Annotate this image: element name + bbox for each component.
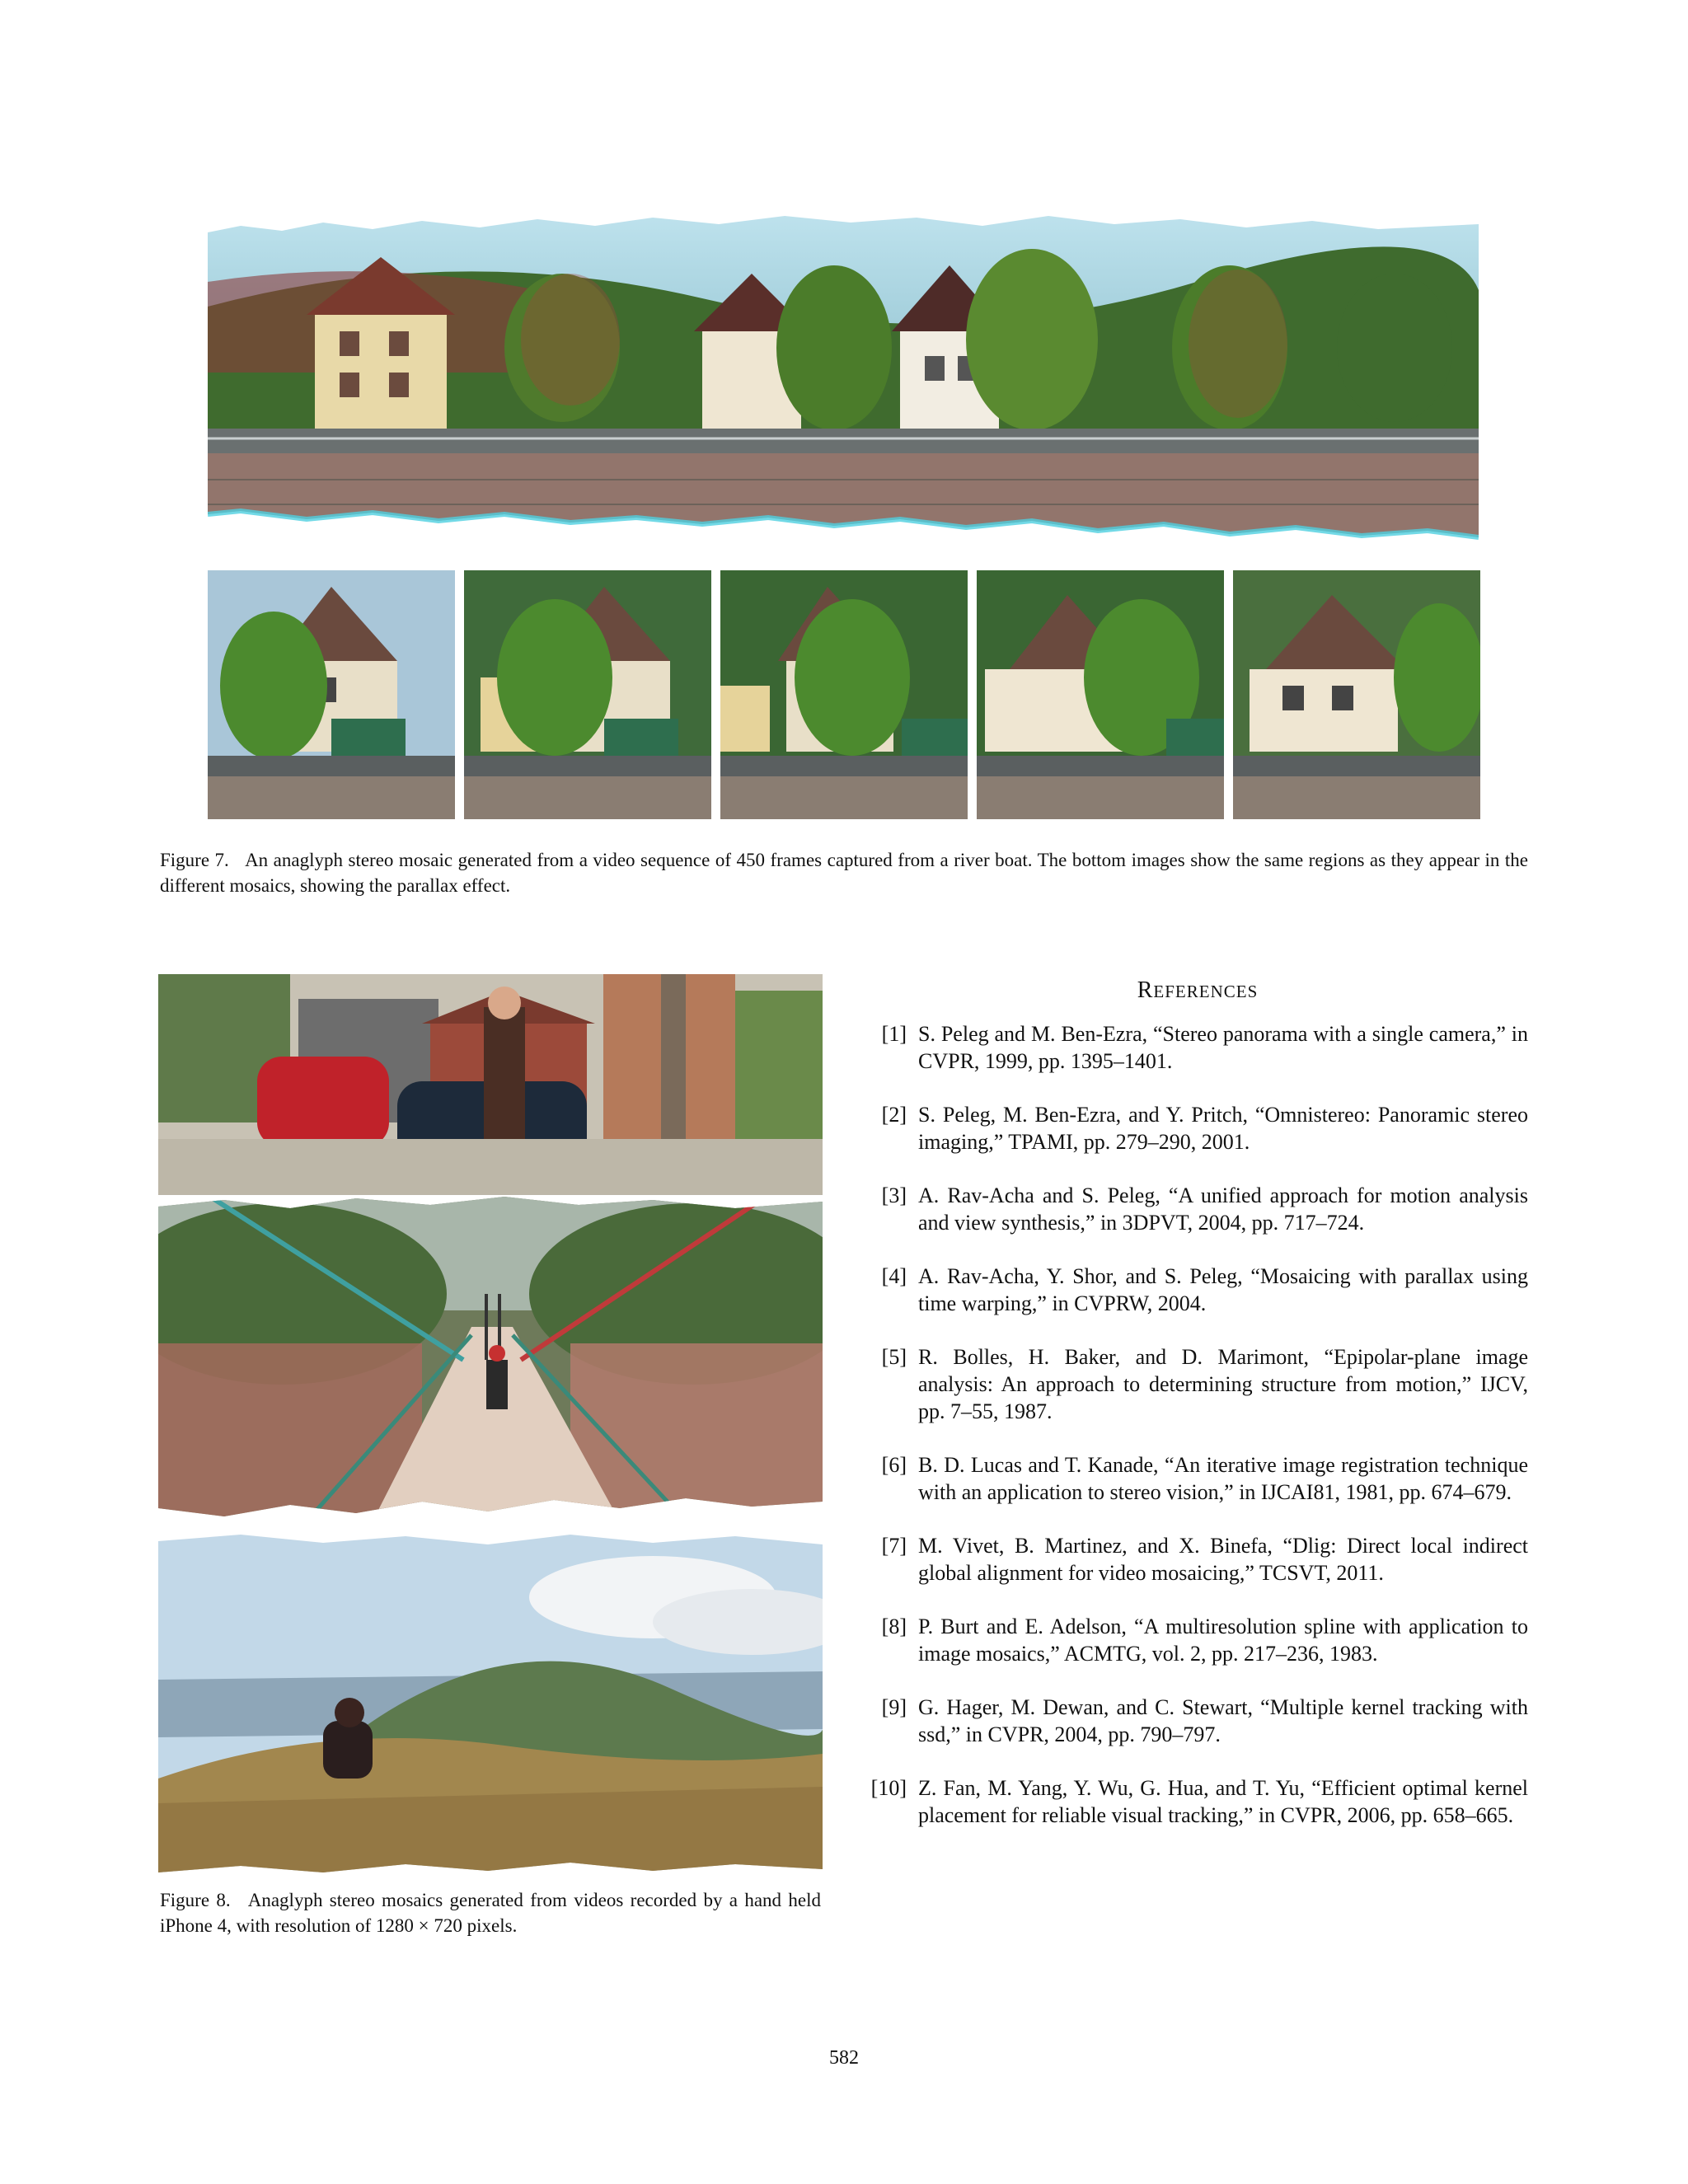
reference-text: S. Peleg, M. Ben-Ezra, and Y. Pritch, “Omnistereo: Panoramic stereo imaging,” TPAMI, pp. 279–290, 2001. [918,1103,1528,1154]
reference-text: A. Rav-Acha, Y. Shor, and S. Peleg, “Mosaicing with parallax using time warping,” in CVPRW, 2004. [918,1264,1528,1315]
figure7-thumbnail-4 [977,570,1224,819]
references-heading-initial: R [1137,977,1154,1003]
reference-item [867,1694,1528,1748]
reference-text: Z. Fan, M. Yang, Y. Wu, G. Hua, and T. Yu, “Efficient optimal kernel placement for reliable visual tracking,” in CVPR, 2006, pp. 658–665. [918,1776,1528,1827]
figure7-anaglyph-mosaic [208,208,1479,554]
reference-number: [6] [881,1453,907,1477]
figure7-caption-text: An anaglyph stereo mosaic generated from a video sequence of 450 frames captured from a river boat. The bottom images show the same regions as they appear in the different mosaics, showing the parallax effect. [160,850,1528,896]
reference-item [867,1451,1528,1506]
reference-number: [7] [881,1534,907,1558]
reference-item [867,1101,1528,1155]
figure7-caption [160,847,1528,898]
reference-number: [4] [881,1264,907,1288]
reference-number: [1] [881,1022,907,1046]
reference-item [867,1774,1528,1829]
reference-number: [10] [870,1776,907,1800]
references-heading-rest: EFERENCES [1153,982,1259,1001]
page-number: 582 [829,2047,859,2069]
figure8-mosaic-bridge [158,1195,823,1521]
reference-number: [3] [881,1183,907,1207]
references-list [867,1020,1528,1855]
reference-number: [9] [881,1695,907,1719]
figure8-caption [160,1887,821,1938]
reference-text: R. Bolles, H. Baker, and D. Marimont, “Epipolar-plane image analysis: An approach to determining structure from motion,” IJCV, pp. 7–55, 1987. [918,1345,1528,1423]
figure8-caption-text: Anaglyph stereo mosaics generated from videos recorded by a hand held iPhone 4, with resolution of 1280 × 720 pixels. [160,1890,821,1936]
reference-number: [2] [881,1103,907,1127]
reference-item [867,1532,1528,1586]
figure7-thumbnail-3 [720,570,968,819]
figure7-thumbnail-5 [1233,570,1480,819]
reference-text: G. Hager, M. Dewan, and C. Stewart, “Multiple kernel tracking with ssd,” in CVPR, 2004, pp. 790–797. [918,1695,1528,1746]
reference-number: [8] [881,1615,907,1638]
reference-item [867,1343,1528,1425]
reference-text: M. Vivet, B. Martinez, and X. Binefa, “Dlig: Direct local indirect global alignment for video mosaicing,” TCSVT, 2011. [918,1534,1528,1585]
figure7-label: Figure 7. [160,850,229,870]
figure8-mosaic-mountain [158,1531,823,1877]
reference-text: B. D. Lucas and T. Kanade, “An iterative image registration technique with an application to stereo vision,” in IJCAI81, 1981, pp. 674–679. [918,1453,1528,1504]
reference-text: P. Burt and E. Adelson, “A multiresolution spline with application to image mosaics,” ACMTG, vol. 2, pp. 217–236, 1983. [918,1615,1528,1666]
reference-text: A. Rav-Acha and S. Peleg, “A unified approach for motion analysis and view synthesis,” in 3DPVT, 2004, pp. 717–724. [918,1183,1528,1235]
reference-text: S. Peleg and M. Ben-Ezra, “Stereo panorama with a single camera,” in CVPR, 1999, pp. 1395–1401. [918,1022,1528,1073]
reference-number: [5] [881,1345,907,1369]
reference-item [867,1613,1528,1667]
figure8-label: Figure 8. [160,1890,231,1910]
reference-item [867,1182,1528,1236]
figure8-mosaic-garage [158,974,823,1195]
references-heading [867,977,1528,1004]
reference-item [867,1263,1528,1317]
figure7-thumbnail-1 [208,570,455,819]
figure7-thumbnail-2 [464,570,711,819]
reference-item [867,1020,1528,1075]
